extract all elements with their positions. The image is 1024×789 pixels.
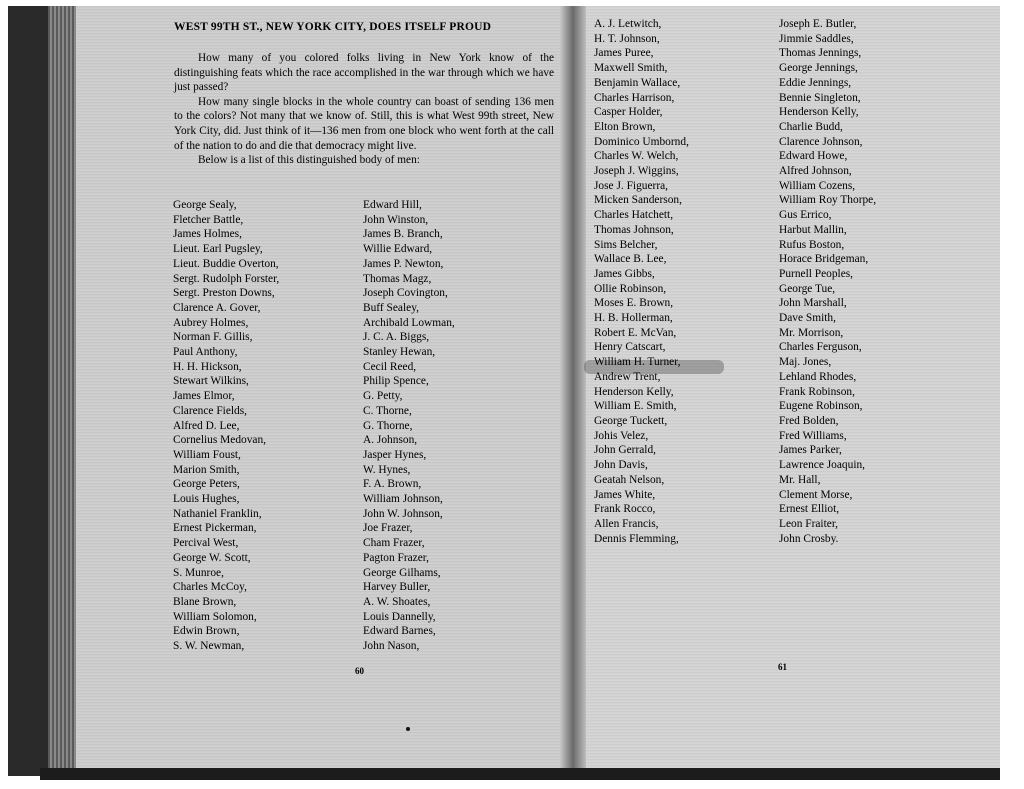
name-entry: Lieut. Earl Pugsley, (173, 243, 263, 256)
name-entry: Charles Ferguson, (779, 341, 862, 354)
name-entry: Sims Belcher, (594, 238, 658, 251)
name-entry: Benjamin Wallace, (594, 76, 681, 89)
name-entry: Paul Anthony, (173, 346, 238, 359)
name-entry: Jose J. Figuerra, (594, 179, 669, 192)
name-entry: Geatah Nelson, (594, 473, 665, 486)
name-entry: William Roy Thorpe, (779, 194, 877, 207)
name-entry: John W. Johnson, (363, 507, 443, 520)
name-entry: James White, (594, 488, 656, 501)
name-entry: Ernest Pickerman, (173, 522, 257, 535)
name-entry: Louis Hughes, (173, 493, 240, 506)
name-entry: Norman F. Gillis, (173, 331, 253, 344)
name-entry: Edwin Brown, (173, 625, 240, 638)
name-entry: George Tue, (779, 282, 836, 295)
name-entry: Cham Frazer, (363, 537, 425, 550)
name-entry: Thomas Jennings, (779, 47, 862, 60)
name-entry: George Peters, (173, 478, 240, 491)
name-entry: Pagton Frazer, (363, 551, 429, 564)
name-entry: Henry Catscart, (594, 341, 666, 354)
name-entry: James Holmes, (173, 228, 242, 241)
name-entry: Thomas Johnson, (594, 223, 674, 236)
name-entry: Clarence Fields, (173, 404, 248, 417)
name-entry: John Nason, (363, 640, 420, 653)
name-entry: William E. Smith, (594, 400, 677, 413)
name-entry: William Solomon, (173, 610, 257, 623)
name-entry: John Marshall, (779, 297, 847, 310)
names-list-right-col2 (779, 17, 876, 546)
name-entry: Nathaniel Franklin, (173, 507, 262, 520)
name-entry: George Gilhams, (363, 566, 441, 579)
name-entry: Dominico Umbornd, (594, 135, 689, 148)
name-entry: James Parker, (779, 444, 842, 457)
name-entry: Ernest Elliot, (779, 503, 840, 516)
name-entry: William Johnson, (363, 493, 443, 506)
name-entry: Wallace B. Lee, (594, 253, 667, 266)
name-entry: Mr. Morrison, (779, 326, 844, 339)
name-entry: Cornelius Medovan, (173, 434, 267, 447)
name-entry: A. Johnson, (363, 434, 418, 447)
name-entry: Clarence A. Gover, (173, 301, 261, 314)
name-entry: Lawrence Joaquin, (779, 459, 866, 472)
name-entry: Edward Hill, (363, 199, 422, 211)
name-entry: Stanley Hewan, (363, 346, 436, 359)
name-entry: Frank Robinson, (779, 385, 855, 398)
name-entry: Charlie Budd, (779, 120, 843, 133)
name-entry: A. W. Shoates, (363, 595, 431, 608)
name-entry: S. Munroe, (173, 566, 224, 579)
name-entry: Joseph J. Wiggins, (594, 165, 679, 178)
page-number-right: 61 (778, 662, 787, 672)
name-entry: Philip Spence, (363, 375, 429, 388)
name-entry: William Foust, (173, 448, 241, 461)
name-entry: William Cozens, (779, 179, 856, 192)
name-entry: G. Petty, (363, 390, 403, 403)
name-entry: Allen Francis, (594, 517, 659, 530)
name-entry: Henderson Kelly, (779, 106, 859, 119)
article-title: WEST 99TH ST., NEW YORK CITY, DOES ITSELF PROUD (174, 21, 492, 33)
name-entry: Alfred D. Lee, (173, 419, 240, 432)
name-entry: Aubrey Holmes, (173, 316, 249, 329)
name-entry: Clarence Johnson, (779, 135, 863, 148)
name-entry: Frank Rocco, (594, 503, 656, 516)
names-list-right-col1 (594, 17, 689, 546)
name-entry: Mr. Hall, (779, 473, 821, 486)
name-entry: Maj. Jones, (779, 356, 832, 369)
name-entry: Horace Bridgeman, (779, 253, 869, 266)
name-entry: A. J. Letwitch, (594, 18, 662, 30)
name-entry: Joe Frazer, (363, 522, 413, 535)
name-entry: Stewart Wilkins, (173, 375, 249, 388)
name-entry: Buff Sealey, (363, 301, 419, 314)
name-entry: Maxwell Smith, (594, 62, 668, 75)
name-entry: W. Hynes, (363, 463, 411, 476)
name-entry: Edward Howe, (779, 150, 848, 163)
name-entry: Micken Sanderson, (594, 194, 682, 207)
name-entry: Harbut Mallin, (779, 223, 847, 236)
name-entry: Joseph E. Butler, (779, 18, 857, 30)
name-entry: Jasper Hynes, (363, 448, 427, 461)
name-entry: Harvey Buller, (363, 581, 431, 594)
name-entry: John Gerrald, (594, 444, 656, 457)
name-entry: H. B. Hollerman, (594, 312, 673, 325)
name-entry: H. H. Hickson, (173, 360, 242, 373)
name-entry: Leon Fraiter, (779, 517, 839, 530)
name-entry: James P. Newton, (363, 257, 444, 270)
name-entry: Andrew Trent, (594, 370, 661, 383)
name-entry: Thomas Magz, (363, 272, 432, 285)
name-entry: Rufus Boston, (779, 238, 845, 251)
name-entry: Eugene Robinson, (779, 400, 863, 413)
name-entry: William H. Turner, (594, 356, 681, 369)
names-list-left-col2 (363, 198, 455, 654)
name-entry: John Crosby. (779, 532, 839, 545)
intro-paragraph: How many of you colored folks living in New York know of the distinguishing feats which the race accomplished in the war through which we have just passed? (174, 52, 554, 94)
name-entry: James B. Branch, (363, 228, 443, 241)
name-entry: George Jennings, (779, 62, 858, 75)
name-entry: Jimmie Saddles, (779, 32, 854, 45)
name-entry: Bennie Singleton, (779, 91, 861, 104)
name-entry: Charles Harrison, (594, 91, 675, 104)
page-stack-edge (48, 6, 78, 776)
name-entry: Edward Barnes, (363, 625, 436, 638)
scan-bottom-shadow (40, 768, 1000, 780)
name-entry: Robert E. McVan, (594, 326, 677, 339)
name-entry: Dave Smith, (779, 312, 836, 325)
name-entry: Cecil Reed, (363, 360, 417, 373)
names-list-left-col1 (173, 198, 279, 654)
name-entry: Sergt. Preston Downs, (173, 287, 275, 300)
name-entry: Lehland Rhodes, (779, 370, 857, 383)
name-entry: Fred Williams, (779, 429, 847, 442)
intro-text (174, 51, 554, 168)
name-entry: James Puree, (594, 47, 654, 60)
name-entry: George W. Scott, (173, 551, 251, 564)
name-entry: Alfred Johnson, (779, 165, 852, 178)
book-gutter (560, 6, 586, 772)
name-entry: Eddie Jennings, (779, 76, 852, 89)
name-entry: Casper Holder, (594, 106, 663, 119)
name-entry: Ollie Robinson, (594, 282, 667, 295)
ink-speck (406, 727, 410, 731)
name-entry: Fred Bolden, (779, 414, 839, 427)
name-entry: Johis Velez, (594, 429, 649, 442)
name-entry: Charles McCoy, (173, 581, 247, 594)
name-entry: F. A. Brown, (363, 478, 422, 491)
name-entry: Blane Brown, (173, 595, 237, 608)
name-entry: Archibald Lowman, (363, 316, 455, 329)
name-entry: Purnell Peoples, (779, 267, 854, 280)
name-entry: C. Thorne, (363, 404, 412, 417)
name-entry: H. T. Johnson, (594, 32, 660, 45)
intro-paragraph: How many single blocks in the whole country can boast of sending 136 men to the colors? Not many that we know of. Still, this is what West 99th street, New York City, did. Just think of it—136 men from one block who went forth at the call of the nation to do and die that democracy might live. (174, 95, 554, 152)
name-entry: George Tuckett, (594, 414, 668, 427)
name-entry: G. Thorne, (363, 419, 413, 432)
name-entry: Charles Hatchett, (594, 209, 674, 222)
name-entry: Dennis Flemming, (594, 532, 679, 545)
name-entry: Elton Brown, (594, 120, 656, 133)
intro-paragraph: Below is a list of this distinguished body of men: (198, 154, 420, 167)
name-entry: Louis Dannelly, (363, 610, 436, 623)
name-entry: Willie Edward, (363, 243, 433, 256)
page-number-left: 60 (355, 666, 364, 676)
name-entry: Fletcher Battle, (173, 213, 244, 226)
name-entry: James Gibbs, (594, 267, 655, 280)
name-entry: Charles W. Welch, (594, 150, 679, 163)
name-entry: Marion Smith, (173, 463, 240, 476)
name-entry: Moses E. Brown, (594, 297, 674, 310)
name-entry: John Davis, (594, 459, 648, 472)
name-entry: James Elmor, (173, 390, 235, 403)
name-entry: Percival West, (173, 537, 239, 550)
name-entry: S. W. Newman, (173, 640, 245, 653)
name-entry: John Winston, (363, 213, 429, 226)
name-entry: Sergt. Rudolph Forster, (173, 272, 280, 285)
name-entry: Joseph Covington, (363, 287, 448, 300)
name-entry: Henderson Kelly, (594, 385, 674, 398)
name-entry: Gus Errico, (779, 209, 832, 222)
name-entry: J. C. A. Biggs, (363, 331, 430, 344)
name-entry: George Sealy, (173, 199, 237, 211)
name-entry: Lieut. Buddie Overton, (173, 257, 279, 270)
name-entry: Clement Morse, (779, 488, 853, 501)
